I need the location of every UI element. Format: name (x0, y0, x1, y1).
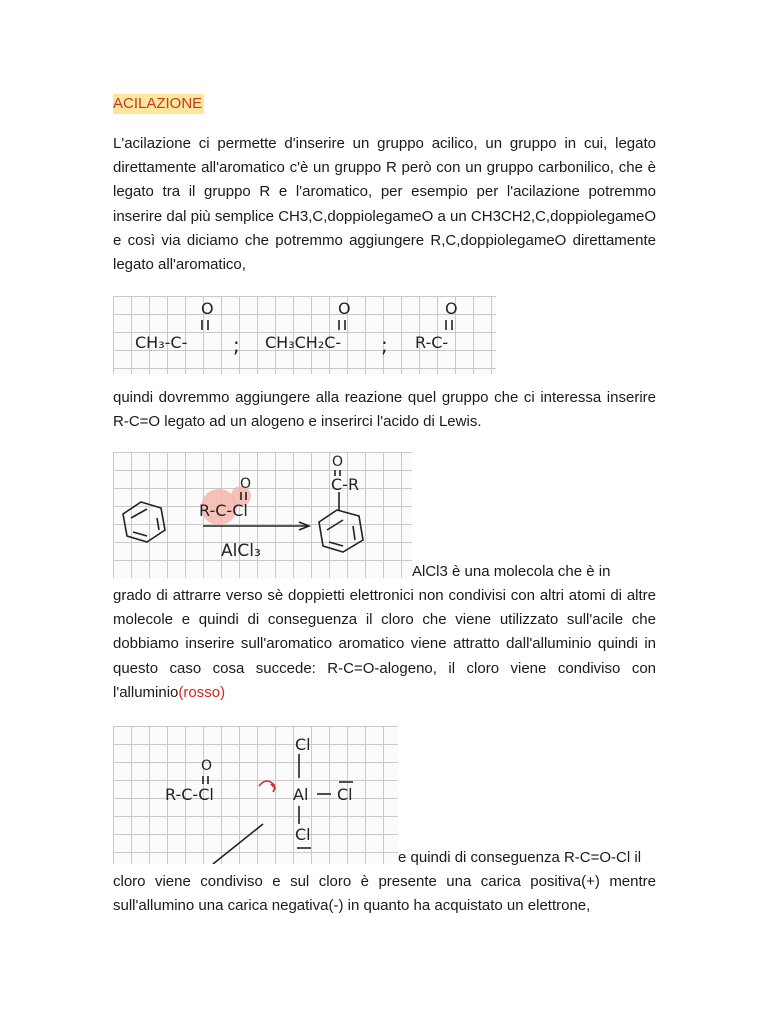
oxygen-reagent: O (240, 476, 252, 492)
oxygen-2: O (338, 299, 351, 318)
acyl-label-1: CH₃-C- (135, 333, 188, 352)
red-note: (rosso) (178, 683, 226, 701)
chlorine-right: Cl (337, 785, 353, 804)
acylation-sketch (113, 452, 412, 578)
chlorine-bottom: Cl (295, 825, 311, 844)
paragraph-consequence: cloro viene condiviso e sul cloro è presente una carica positiva(+) mentre sull'allumino una carica negativa(-) in quanto ha acquistato un elettrone, (113, 873, 656, 915)
aluminium-label: Al (293, 785, 309, 804)
acyl-label-3: R-C- (415, 333, 449, 352)
svg-text:;: ; (381, 333, 388, 357)
heading-acilazione: ACILAZIONE (113, 95, 203, 112)
acyl-label-2: CH₃CH₂C- (265, 333, 342, 352)
catalyst-label: AlCl₃ (221, 541, 261, 561)
product-group-label: C-R (331, 475, 360, 494)
figure-acylation-reaction (113, 452, 412, 578)
svg-text:;: ; (233, 333, 240, 357)
acyl-chloride-label: R-C-Cl (165, 785, 214, 804)
paragraph-consequence-first-line: e quindi di conseguenza R-C=O-Cl il (398, 849, 642, 866)
reagent-label: R-C-Cl (199, 501, 248, 520)
paragraph-alcl3-first-line: AlCl3 è una molecola che è in (412, 563, 611, 580)
paragraph-intro: L'acilazione ci permette d'inserire un gruppo acilico, un gruppo in cui, legato direttamente all'aromatico c'è un gruppo R però con un gruppo carbonilico, che è legato tra il gruppo R e l'aromatico, per esempio per l'acilazione potremmo inserire dal più semplice CH3,C,doppiolegameO a un CH3CH2,C,doppiolegameO e così via diciamo che potremmo aggiungere R,C,doppiolegameO direttamente legato all'aromatico, (113, 135, 656, 274)
oxygen-acyl: O (201, 758, 213, 774)
paragraph-alcl3-text: grado di attrarre verso sè doppietti elettronici non condivisi con altri atomi di altre molecole e quindi di conseguenza il cloro che viene utilizzato sull'acile che dobbiamo inserire sull'aromatico aromatico viene attratto dall'alluminio quindi in questo caso cosa succede: R-C=O-alogeno, il cloro viene condiviso con l'alluminio (113, 587, 656, 701)
oxygen-product: O (332, 454, 344, 470)
figure-alcl3-complex (113, 726, 398, 864)
paragraph-reaction: quindi dovremmo aggiungere alla reazione quel gruppo che ci interessa inserire R-C=O legato ad un alogeno e inserirci l'acido di Lewis. (113, 389, 656, 431)
chlorine-top: Cl (295, 735, 311, 754)
paragraph-alcl3 (113, 584, 656, 705)
oxygen-3: O (445, 299, 458, 318)
acyl-groups-sketch (113, 296, 496, 374)
oxygen-1: O (201, 299, 214, 318)
figure-acyl-groups (113, 296, 496, 374)
alcl3-complex-sketch (113, 726, 398, 864)
